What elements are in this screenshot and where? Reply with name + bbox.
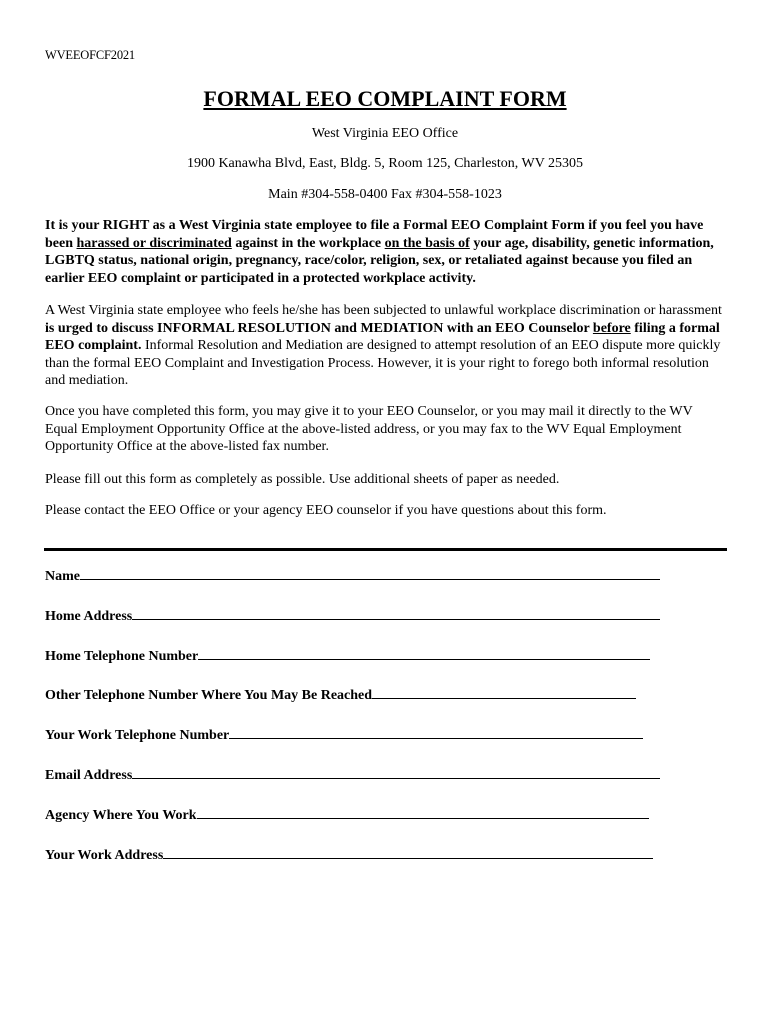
other-phone-input-line[interactable] [372,685,636,699]
name-label: Name [45,569,80,584]
name-field[interactable] [45,566,660,584]
submission-paragraph: Once you have completed this form, you may give it to your EEO Counselor, or you may mail it directly to the WV Equal Employment Opportunity Office at the above-listed address, or you may fax to the WV Equal Employment Opportunity Office at the above-listed fax number. [45,404,693,455]
contact-instructions: Please contact the EEO Office or your agency EEO counselor if you have questions about this form. [45,503,607,518]
home-address-input-line[interactable] [132,606,660,620]
home-phone-field[interactable] [45,646,650,664]
work-phone-label: Your Work Telephone Number [45,728,230,743]
agency-field[interactable] [45,805,649,823]
work-address-input-line[interactable] [163,845,653,859]
home-address-field[interactable] [45,606,660,624]
fill-instructions: Please fill out this form as completely as possible. Use additional sheets of paper as needed. [45,472,560,487]
page-title: FORMAL EEO COMPLAINT FORM [203,86,567,111]
work-phone-input-line[interactable] [229,725,643,739]
agency-input-line[interactable] [197,805,649,819]
work-address-field[interactable] [45,845,653,863]
form-code: WVEEOFCF2021 [45,48,135,62]
rights-paragraph: It is your RIGHT as a West Virginia state employee to file a Formal EEO Complaint Form if you feel you have been harassed or discriminated against in the workplace on the basis of your age, disability, genetic information, LGBTQ status, national origin, pregnancy, race/color, religion, sex, or retaliated against because you filed an earlier EEO complaint or participated in a protected workplace activity. [45,218,714,286]
email-input-line[interactable] [132,765,660,779]
other-phone-field[interactable] [45,685,636,703]
work-phone-field[interactable] [45,725,643,743]
home-phone-input-line[interactable] [198,646,650,660]
home-address-label: Home Address [45,609,133,624]
work-address-label: Your Work Address [45,848,164,863]
home-phone-label: Home Telephone Number [45,649,199,664]
email-label: Email Address [45,768,133,783]
office-name: West Virginia EEO Office [311,126,459,141]
section-divider [44,548,727,551]
agency-label: Agency Where You Work [45,808,197,823]
informal-resolution-paragraph: A West Virginia state employee who feels he/she has been subjected to unlawful workplace discrimination or harassment is urged to discuss INFORMAL RESOLUTION and MEDIATION with an EEO Counselor before filing a formal EEO complaint. Informal Resolution and Mediation are designed to attempt resolution of an EEO dispute more quickly than the formal EEO Complaint and Investigation Process. However, it is your right to forego both informal resolution and mediation. [45,303,722,389]
office-phones: Main #304-558-0400 Fax #304-558-1023 [268,187,502,202]
name-input-line[interactable] [80,566,660,580]
other-phone-label: Other Telephone Number Where You May Be Reached [45,688,373,703]
email-field[interactable] [45,765,660,783]
office-address: 1900 Kanawha Blvd, East, Bldg. 5, Room 125, Charleston, WV 25305 [186,156,584,171]
